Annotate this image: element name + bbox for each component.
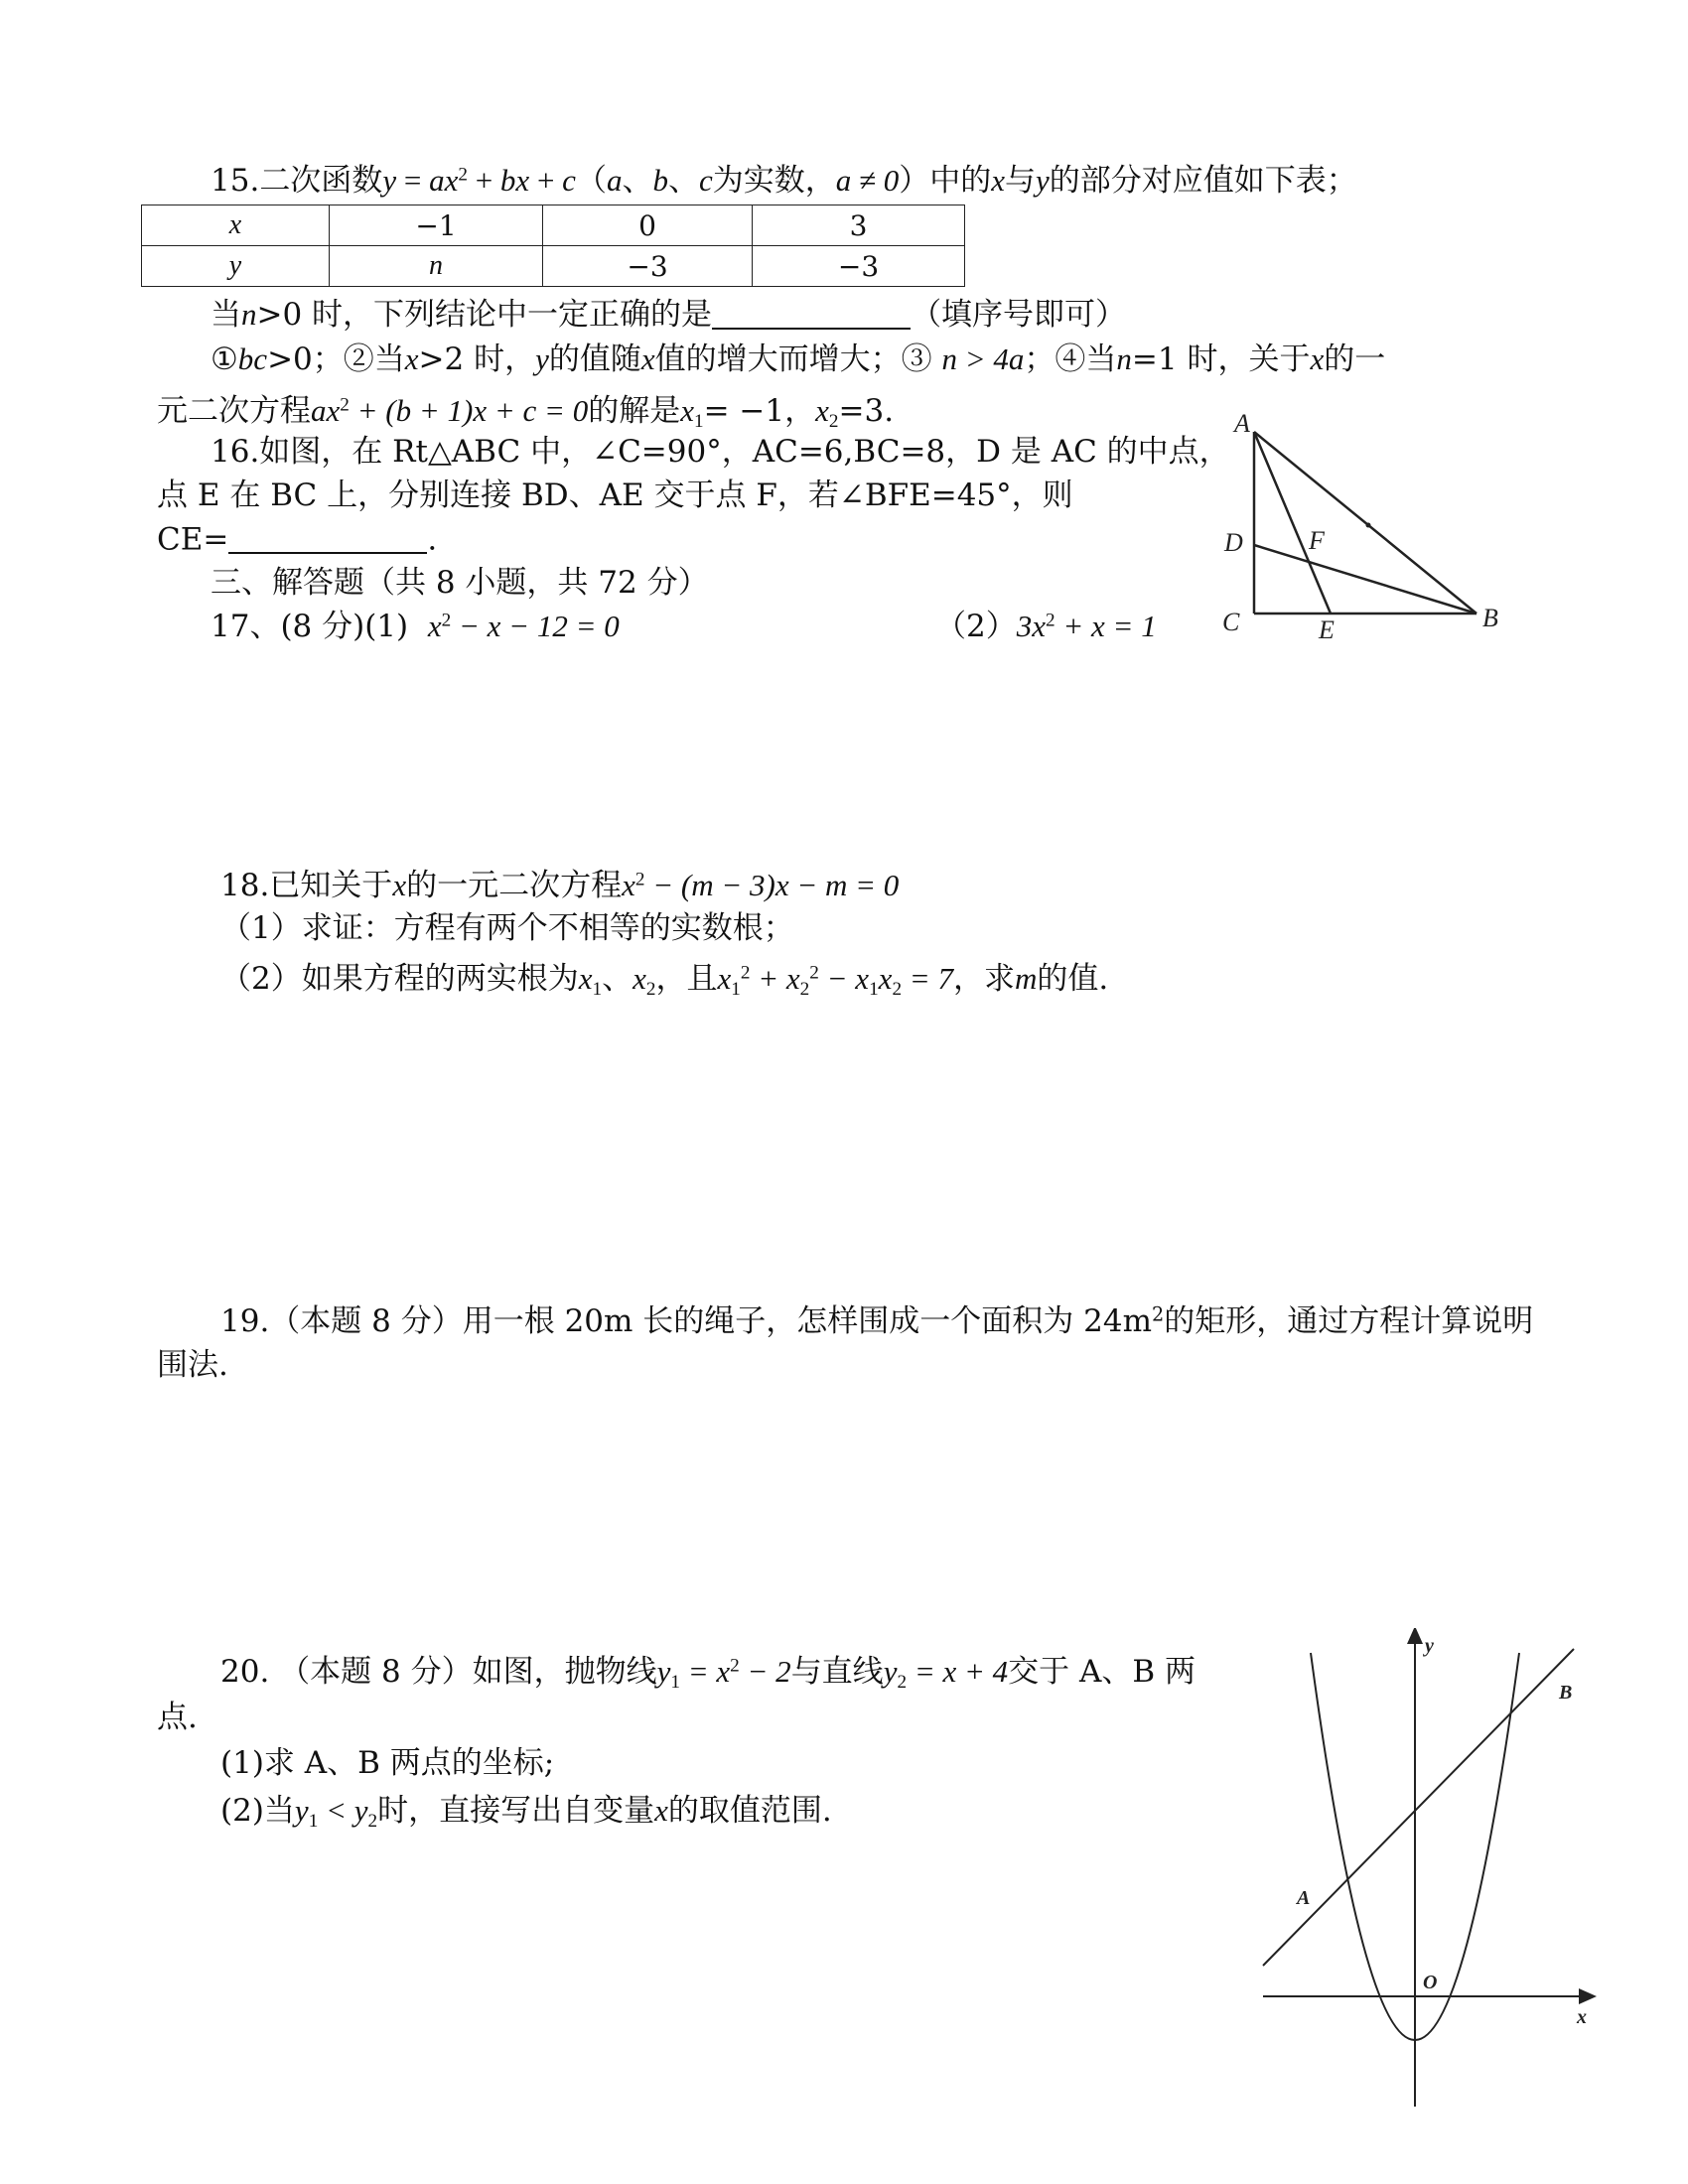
q20-subscript: 1 bbox=[308, 1810, 319, 1832]
q16-triangle-figure bbox=[1216, 402, 1514, 645]
q18-text: ，求 bbox=[952, 961, 1015, 997]
option-1-text: >0； bbox=[267, 341, 344, 377]
q15-var-y: y bbox=[1035, 163, 1050, 198]
q18-text: ，且 bbox=[655, 961, 718, 997]
q15-answer-blank[interactable] bbox=[712, 297, 911, 330]
q15-eq-c: c bbox=[562, 163, 576, 198]
q16-line-2: 点 E 在 BC 上，分别连接 BD、AE 交于点 F，若∠BFE=45°，则 bbox=[157, 478, 1073, 513]
q15-var-b: b bbox=[652, 163, 668, 198]
option-3-expr: n > 4a bbox=[941, 341, 1025, 376]
option-2-text: 值的增大而增大； bbox=[654, 341, 902, 377]
q15-value-table bbox=[141, 205, 965, 287]
q16-line-1: 16.如图，在 Rt△ABC 中，∠C=90°，AC=6,BC=8，D 是 AC 的中点， bbox=[211, 434, 1230, 470]
q20-var: y bbox=[294, 1793, 309, 1828]
q15-text: >0 时，下列结论中一定正确的是 bbox=[256, 297, 713, 333]
q20-subscript: 2 bbox=[367, 1810, 378, 1832]
q18-subscript: 1 bbox=[869, 978, 879, 1000]
q19-text: 的矩形，通过方程计算说明 bbox=[1164, 1303, 1534, 1339]
q15-root-x2: x bbox=[815, 393, 829, 428]
q17-eq1: x bbox=[427, 609, 442, 643]
q18-eq: = 7 bbox=[902, 961, 953, 996]
q15-subscript: 1 bbox=[693, 410, 704, 432]
label-c: C bbox=[1222, 608, 1240, 636]
q20-eq: − 2 bbox=[739, 1654, 791, 1689]
option-4-text: =1 时，关于 bbox=[1131, 341, 1311, 377]
q15-eq-square: 2 bbox=[340, 394, 350, 416]
q18-square: 2 bbox=[809, 962, 819, 984]
q18-eq-square: 2 bbox=[634, 869, 645, 890]
option-3-mark: ③ bbox=[901, 341, 942, 377]
q18-eq: − (m − 3)x − m = 0 bbox=[644, 868, 900, 902]
q18-square: 2 bbox=[740, 962, 751, 984]
q15-text: 当 bbox=[211, 297, 241, 333]
label-a: A bbox=[1234, 409, 1250, 438]
option-3-text: ； bbox=[1024, 341, 1055, 377]
q20-part-1: (1)求 A、B 两点的坐标; bbox=[220, 1745, 555, 1781]
label-b: B bbox=[1559, 1682, 1573, 1704]
q15-text: 的解是 bbox=[588, 393, 681, 429]
q15-var-n: n bbox=[241, 297, 257, 332]
label-y-axis: y bbox=[1425, 1635, 1434, 1657]
q17-label-2: （2） bbox=[935, 609, 1017, 644]
q20-var: x bbox=[654, 1793, 668, 1828]
q20-text: 交于 A、B 两 bbox=[1008, 1654, 1196, 1690]
q15-eq-plus: + bbox=[529, 163, 563, 198]
q17-eq2-square: 2 bbox=[1046, 610, 1055, 631]
option-1-expr: bc bbox=[237, 341, 268, 376]
label-b: B bbox=[1482, 604, 1498, 632]
q20-text: 20. （本题 8 分）如图，抛物线 bbox=[220, 1654, 657, 1690]
q16-answer-blank[interactable] bbox=[228, 521, 427, 554]
q18-var: x bbox=[578, 961, 593, 996]
q20-graph-figure bbox=[1251, 1628, 1609, 2124]
table-row bbox=[142, 246, 965, 287]
q20-line-2: 点. bbox=[157, 1700, 198, 1735]
option-4-mark: ④当 bbox=[1055, 341, 1117, 377]
q20-text: 的取值范围. bbox=[667, 1793, 832, 1829]
q18-var-x: x bbox=[392, 868, 407, 902]
q20-text: 时，直接写出自变量 bbox=[377, 1793, 655, 1829]
q15-sep: 、 bbox=[667, 163, 699, 199]
q16-text: CE= bbox=[157, 521, 229, 558]
q18-subscript: 1 bbox=[731, 978, 741, 1000]
q15-options bbox=[211, 341, 1385, 378]
label-x-axis: x bbox=[1577, 2006, 1587, 2028]
q15-eq-equals: = bbox=[396, 163, 430, 198]
table-cell: 0 bbox=[543, 205, 753, 246]
q18-eq: x bbox=[717, 961, 732, 996]
q20-subscript: 2 bbox=[897, 1671, 908, 1693]
q18-eq: + x bbox=[750, 961, 800, 996]
label-a: A bbox=[1297, 1887, 1311, 1909]
option-1-mark: ① bbox=[211, 341, 238, 377]
q15-text: （填序号即可） bbox=[911, 297, 1127, 333]
q17-eq1: − x − 12 = 0 bbox=[451, 609, 620, 643]
option-2-text: >2 时， bbox=[418, 341, 536, 377]
q15-text: 与 bbox=[1004, 163, 1036, 199]
q15-var-a: a bbox=[606, 163, 623, 198]
q18-subscript: 2 bbox=[645, 978, 656, 1000]
q18-text: 、 bbox=[602, 961, 633, 997]
q20-part-2 bbox=[220, 1792, 832, 1830]
q18-text: （2）如果方程的两实根为 bbox=[220, 961, 579, 997]
label-origin: O bbox=[1423, 1972, 1438, 1993]
table-cell: n bbox=[330, 246, 543, 287]
q17-eq2: + x = 1 bbox=[1055, 609, 1157, 643]
q15-eq-plus: + bbox=[467, 163, 500, 198]
table-header-x: x bbox=[142, 205, 330, 246]
option-2-var: y bbox=[535, 341, 549, 376]
q18-var-m: m bbox=[1014, 961, 1038, 996]
option-2-text: 的值随 bbox=[548, 341, 641, 377]
q15-intro bbox=[211, 162, 1357, 200]
q18-subscript: 1 bbox=[592, 978, 603, 1000]
q15-paren: （ bbox=[575, 163, 607, 199]
q15-condition-line bbox=[211, 296, 1126, 334]
q19-square: 2 bbox=[1151, 1302, 1165, 1326]
q16-line-3 bbox=[157, 521, 437, 559]
q15-eq-part: + (b + 1)x + c = 0 bbox=[349, 393, 589, 428]
label-e: E bbox=[1319, 615, 1335, 644]
q20-subscript: 1 bbox=[670, 1671, 680, 1693]
q20-text: (2)当 bbox=[220, 1793, 295, 1829]
option-2-mark: ②当 bbox=[343, 341, 405, 377]
q15-text: 元二次方程 bbox=[157, 393, 311, 429]
q15-var-c: c bbox=[698, 163, 713, 198]
table-cell: −1 bbox=[330, 205, 543, 246]
q17-eq2: 3x bbox=[1016, 609, 1046, 643]
label-d: D bbox=[1224, 528, 1243, 557]
q15-sep: 、 bbox=[622, 163, 653, 199]
q15-text: 为实数， bbox=[712, 163, 836, 199]
section-3-heading: 三、解答题（共 8 小题，共 72 分） bbox=[211, 565, 709, 601]
q18-eq: − x bbox=[818, 961, 870, 996]
q15-eq-y: y bbox=[382, 163, 397, 198]
line-y2 bbox=[1263, 1649, 1574, 1966]
q18-part-2 bbox=[220, 960, 1108, 998]
q18-line-1 bbox=[220, 867, 899, 904]
q18-subscript: 2 bbox=[799, 978, 810, 1000]
q19-text: 19.（本题 8 分）用一根 20m 长的绳子，怎样围成一个面积为 24m bbox=[220, 1303, 1152, 1339]
q15-text: 二次函数 bbox=[259, 163, 383, 199]
q18-var: x bbox=[633, 961, 646, 996]
q15-text: 的部分对应值如下表； bbox=[1049, 163, 1357, 199]
q20-var: y bbox=[883, 1654, 898, 1689]
q15-root-value: =3. bbox=[838, 393, 895, 429]
q15-last-line bbox=[157, 392, 894, 430]
table-cell: −3 bbox=[543, 246, 753, 287]
q20-line-1 bbox=[220, 1653, 1196, 1691]
option-2-var: x bbox=[404, 341, 419, 376]
q20-eq: = x bbox=[679, 1654, 731, 1689]
q15-eq-bx: bx bbox=[499, 163, 530, 198]
q18-eq: x bbox=[878, 961, 893, 996]
q18-subscript: 2 bbox=[892, 978, 903, 1000]
q20-var: y bbox=[353, 1793, 368, 1828]
table-cell: 3 bbox=[753, 205, 965, 246]
option-4-var: n bbox=[1116, 341, 1132, 376]
q15-root-x1: x bbox=[680, 393, 694, 428]
q15-var-x: x bbox=[991, 163, 1005, 198]
q17-line bbox=[211, 608, 620, 645]
q18-text: 的值. bbox=[1037, 961, 1109, 997]
q15-number: 15. bbox=[211, 163, 260, 199]
q16-text: . bbox=[427, 521, 438, 558]
q20-square: 2 bbox=[730, 1655, 740, 1677]
q20-eq: < bbox=[318, 1793, 354, 1828]
option-2-var: x bbox=[640, 341, 655, 376]
q20-var: y bbox=[656, 1654, 671, 1689]
segment-bd bbox=[1254, 545, 1477, 614]
q15-eq-ax: ax bbox=[429, 163, 459, 198]
q15-text: ）中的 bbox=[899, 163, 992, 199]
option-4-var: x bbox=[1310, 341, 1325, 376]
segment-ae bbox=[1254, 432, 1331, 614]
label-f: F bbox=[1309, 526, 1325, 555]
q18-eq: x bbox=[622, 868, 635, 902]
q18-text: 18.已知关于 bbox=[220, 868, 393, 903]
side-ab bbox=[1254, 432, 1477, 614]
q15-root-value: = −1， bbox=[703, 393, 816, 429]
q17-label: 17、(8 分)(1) bbox=[211, 609, 409, 644]
q17-part2 bbox=[935, 608, 1157, 645]
table-cell: −3 bbox=[753, 246, 965, 287]
table-row bbox=[142, 205, 965, 246]
q18-text: 的一元二次方程 bbox=[406, 868, 623, 903]
q19-line-2: 围法. bbox=[157, 1347, 228, 1383]
q20-eq: = x + 4 bbox=[907, 1654, 1009, 1689]
q17-eq1-square: 2 bbox=[441, 610, 452, 631]
q18-part-1: （1）求证：方程有两个不相等的实数根； bbox=[220, 910, 794, 946]
option-4-text: 的一 bbox=[1324, 341, 1386, 377]
table-header-y: y bbox=[142, 246, 330, 287]
q15-subscript: 2 bbox=[828, 410, 839, 432]
q19-line-1 bbox=[220, 1303, 1533, 1340]
q15-eq-part: ax bbox=[311, 393, 341, 428]
q15-eq-square: 2 bbox=[458, 164, 468, 186]
q15-condition: a ≠ 0 bbox=[835, 163, 900, 198]
dot-mark bbox=[1366, 523, 1371, 528]
q20-text: 与直线 bbox=[790, 1654, 884, 1690]
